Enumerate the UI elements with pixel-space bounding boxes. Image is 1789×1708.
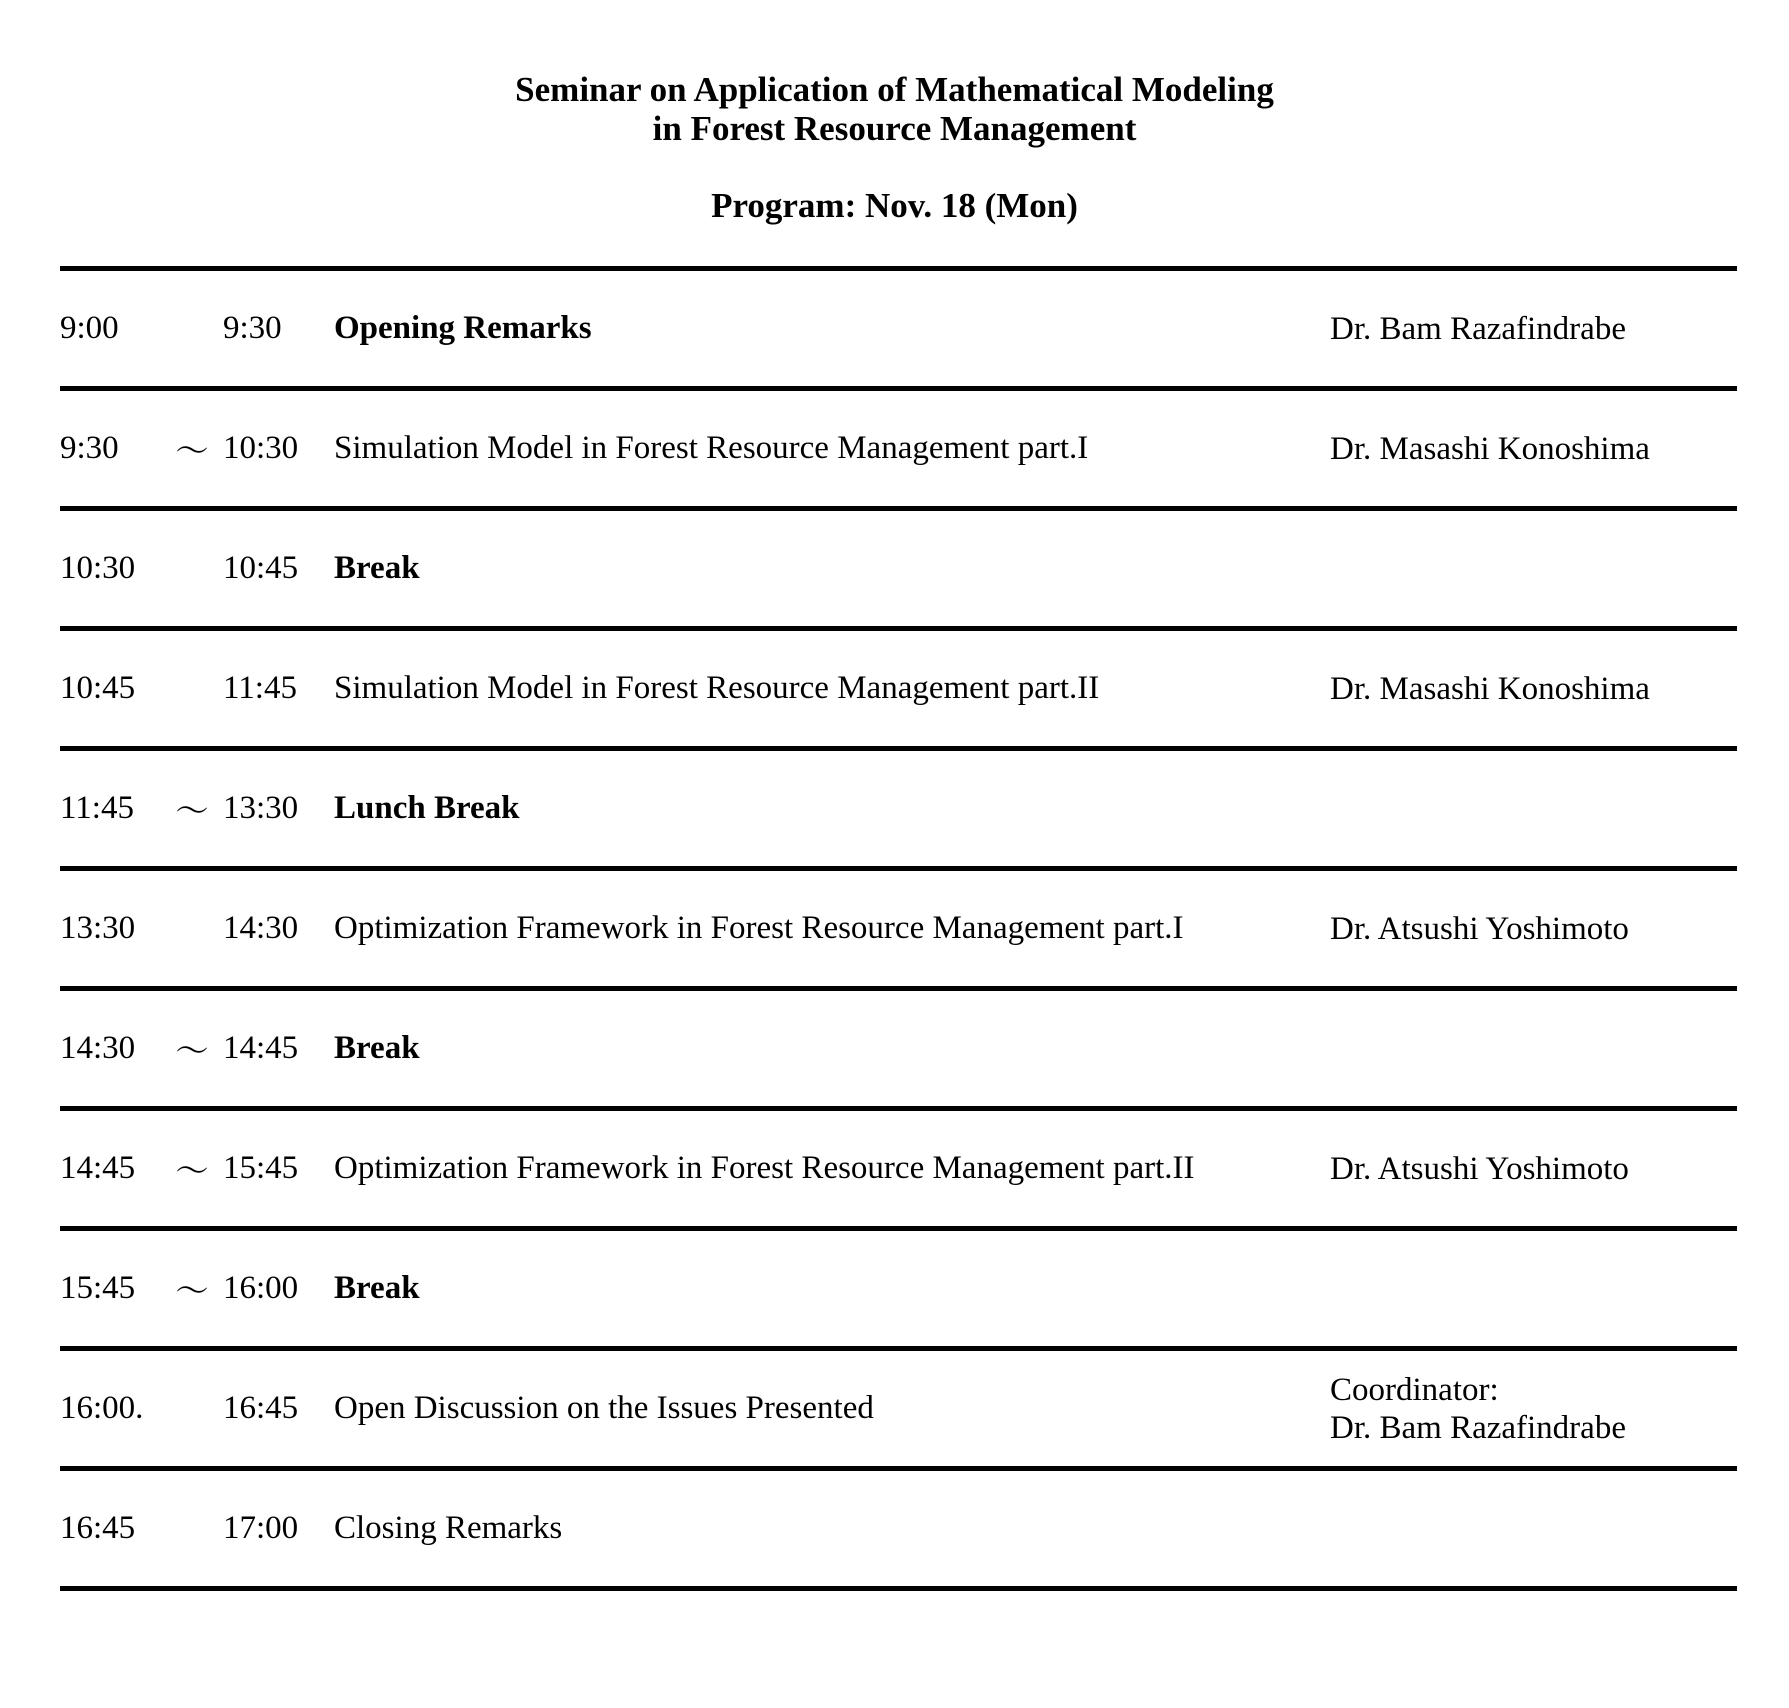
- schedule-row: [60, 751, 1737, 871]
- start-time: 16:00.: [60, 1390, 144, 1426]
- schedule-row: [60, 391, 1737, 511]
- end-time: 14:45: [223, 1030, 299, 1066]
- session-title: Opening Remarks: [334, 310, 592, 346]
- time-separator: [167, 1471, 217, 1586]
- schedule-row: [60, 991, 1737, 1111]
- session-title: Open Discussion on the Issues Presented: [334, 1390, 874, 1426]
- schedule-row: [60, 871, 1737, 991]
- session-title: Closing Remarks: [334, 1510, 563, 1546]
- schedule-row: [60, 1231, 1737, 1351]
- speaker-line-1: Dr. Atsushi Yoshimoto: [1330, 910, 1629, 947]
- time-separator: ～: [175, 1034, 209, 1070]
- session-title: Optimization Framework in Forest Resource Management part.II: [334, 1150, 1195, 1186]
- start-time: 10:30: [60, 550, 136, 586]
- start-time: 13:30: [60, 910, 136, 946]
- start-time: 11:45: [60, 790, 134, 826]
- start-time: 9:30: [60, 430, 119, 466]
- time-separator: ～: [175, 1154, 209, 1190]
- time-separator: [167, 631, 217, 746]
- session-title: Simulation Model in Forest Resource Management part.I: [334, 430, 1089, 466]
- start-time: 14:45: [60, 1150, 136, 1186]
- document-header: [0, 70, 1789, 225]
- schedule-row: [60, 1111, 1737, 1231]
- speaker: [1330, 871, 1629, 986]
- schedule-row: [60, 271, 1737, 391]
- speaker-line-1: Coordinator:: [1330, 1371, 1499, 1408]
- schedule-row: [60, 1471, 1737, 1591]
- session-title: Optimization Framework in Forest Resource Management part.I: [334, 910, 1184, 946]
- speaker: [1330, 631, 1650, 746]
- start-time: 10:45: [60, 670, 136, 706]
- start-time: 15:45: [60, 1270, 136, 1306]
- seminar-title-line-2: in Forest Resource Management: [652, 109, 1137, 148]
- end-time: 10:30: [223, 430, 299, 466]
- end-time: 10:45: [223, 550, 299, 586]
- schedule-table: [60, 266, 1737, 1591]
- seminar-title-line-1: Seminar on Application of Mathematical Modeling: [515, 70, 1274, 109]
- speaker-line-1: Dr. Atsushi Yoshimoto: [1330, 1150, 1629, 1187]
- start-time: 16:45: [60, 1510, 136, 1546]
- time-separator: [167, 871, 217, 986]
- session-title: Lunch Break: [334, 790, 520, 826]
- session-title: Break: [334, 1270, 420, 1306]
- speaker-line-1: Dr. Bam Razafindrabe: [1330, 310, 1626, 347]
- end-time: 17:00: [223, 1510, 299, 1546]
- time-separator: [167, 1351, 217, 1466]
- time-separator: [167, 271, 217, 386]
- speaker: [1330, 391, 1650, 506]
- session-title: Break: [334, 550, 420, 586]
- end-time: 13:30: [223, 790, 299, 826]
- session-title: Break: [334, 1030, 420, 1066]
- speaker-line-1: Dr. Masashi Konoshima: [1330, 430, 1650, 467]
- session-title: Simulation Model in Forest Resource Management part.II: [334, 670, 1100, 706]
- start-time: 14:30: [60, 1030, 136, 1066]
- end-time: 14:30: [223, 910, 299, 946]
- program-date: Program: Nov. 18 (Mon): [711, 186, 1078, 225]
- time-separator: ～: [175, 434, 209, 470]
- time-separator: ～: [175, 1274, 209, 1310]
- time-separator: ～: [175, 794, 209, 830]
- schedule-row: [60, 631, 1737, 751]
- speaker-line-2: Dr. Bam Razafindrabe: [1330, 1409, 1626, 1446]
- end-time: 16:45: [223, 1390, 299, 1426]
- schedule-row: [60, 511, 1737, 631]
- time-separator: [167, 511, 217, 626]
- end-time: 16:00: [223, 1270, 299, 1306]
- speaker: [1330, 1351, 1626, 1466]
- speaker: [1330, 271, 1626, 386]
- speaker-line-1: Dr. Masashi Konoshima: [1330, 670, 1650, 707]
- schedule-row: [60, 1351, 1737, 1471]
- end-time: 9:30: [223, 310, 282, 346]
- speaker: [1330, 1111, 1629, 1226]
- end-time: 15:45: [223, 1150, 299, 1186]
- end-time: 11:45: [223, 670, 297, 706]
- start-time: 9:00: [60, 310, 119, 346]
